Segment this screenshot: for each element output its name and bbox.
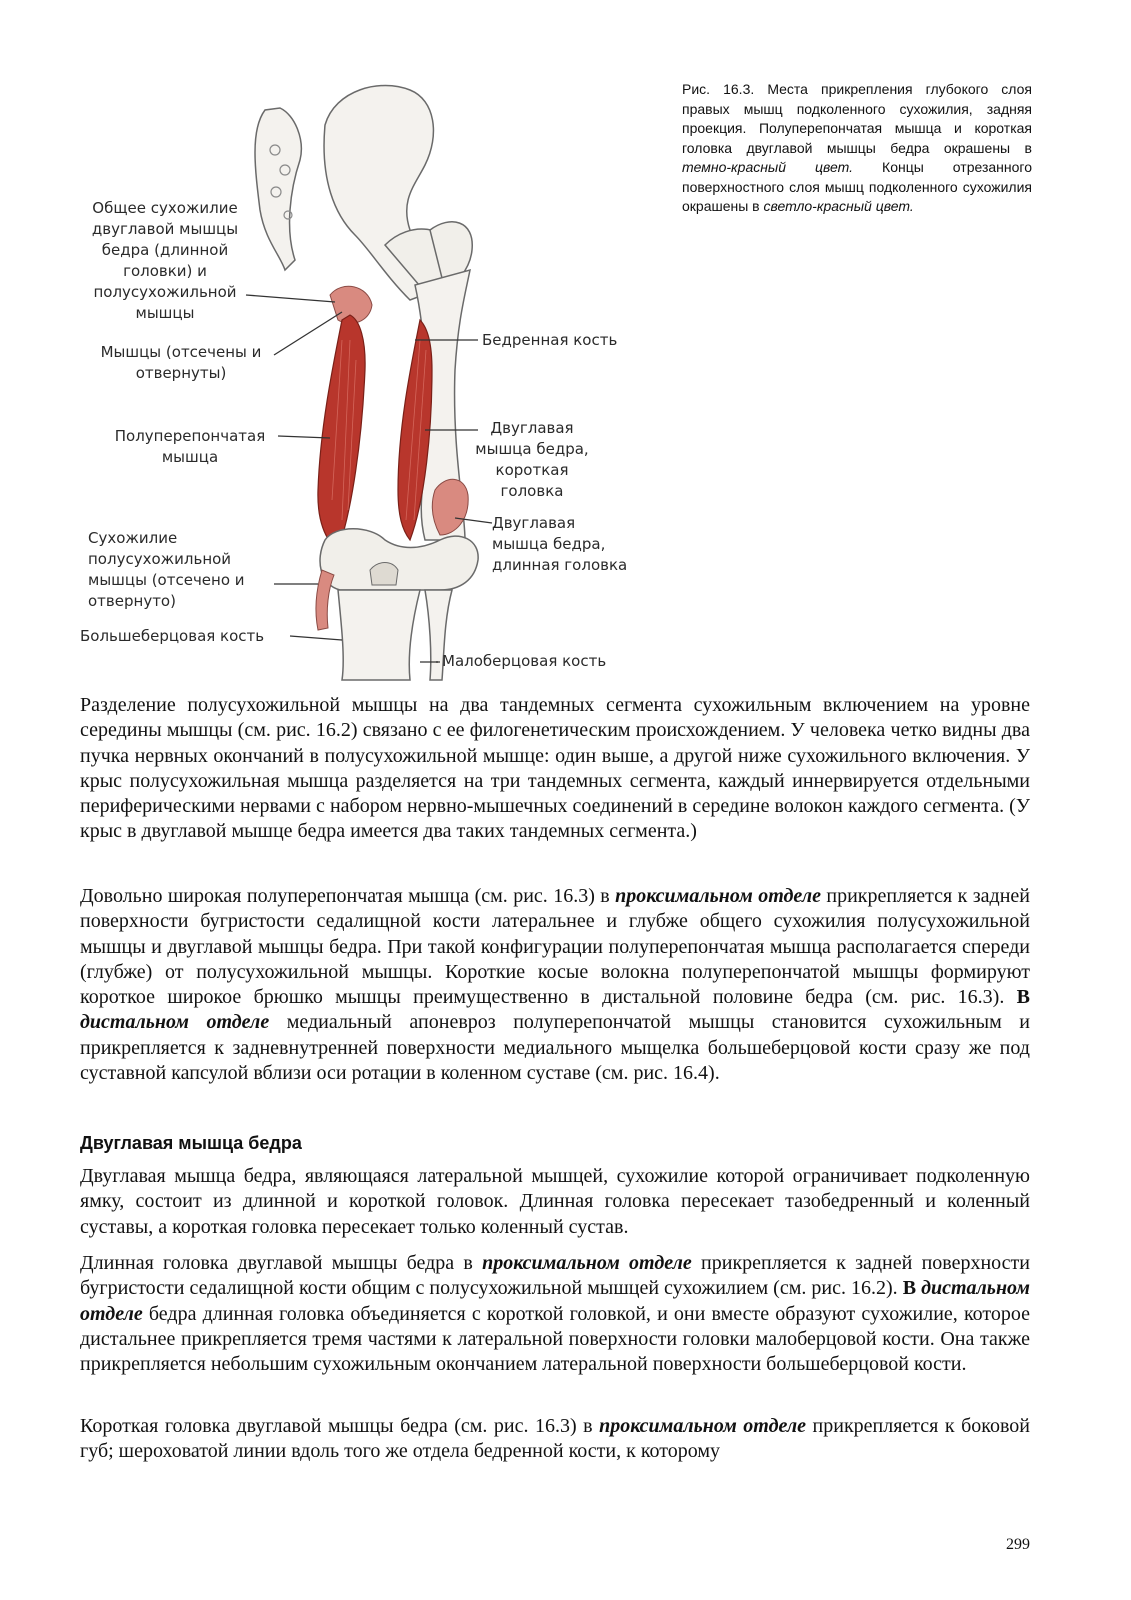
- label-muscles-cut: Мышцы (отсечены и отвернуты): [100, 343, 262, 382]
- paragraph-2: Довольно широкая полуперепончатая мышца (см. рис. 16.3) в проксимальном отделе прикрепляется к задней поверхности бугристости седалищной кости латеральнее и глубже общего сухожилия полусухожильной мышцы и двуглавой мышцы бедра. При такой конфигурации полуперепончатая мышца располагается спереди (глубже) от полусухожильной мышцы. Короткие косые волокна полуперепончатой мышцы формируют короткое широкое брюшко мышцы преимущественно в дистальной половине бедра (см. рис. 16.3). В дистальном отделе медиальный апоневроз полуперепончатой мышцы становится сухожильным и прикрепляется к задневнутренней поверхности медиального мыщелка большеберцовой кости сразу же под суставной капсулой вблизи оси ротации в коленном суставе (см. рис. 16.4).: [80, 885, 1031, 1085]
- section-heading: Двуглавая мышца бедра: [80, 1133, 302, 1153]
- figure-caption: Рис. 16.3. Места прикрепления глубокого слоя правых мышц подколенного сухожилия, задняя проекция. Полуперепончатая мышца и короткая головка двуглавой мышцы бедра окрашены в темно-красный цвет. Концы отрезанного поверхностного слоя мышц подколенного сухожилия окрашены в светло-красный цвет.: [682, 81, 1032, 214]
- page-number: 299: [1006, 1536, 1030, 1553]
- label-fibula: Малоберцовая кость: [442, 652, 607, 670]
- term-proximal: проксимальном отделе: [599, 1415, 807, 1437]
- label-biceps-short: Двуглавая мышца бедра, короткая головка: [475, 419, 589, 500]
- sacrum-shape: [255, 108, 301, 270]
- term-proximal: проксимальном отделе: [482, 1252, 692, 1274]
- knee-joint: [320, 529, 478, 590]
- caption-italic-light-red: светло-красный цвет.: [763, 198, 914, 214]
- paragraph-4: Длинная головка двуглавой мышцы бедра в проксимальном отделе прикрепляется к задней поверхности бугристости седалищной кости общим с полусухожильной мышцей сухожилием (см. рис. 16.2). В дистальном отделе бедра длинная головка объединяется с короткой головкой, и они вместе образуют сухожилие, которое дистальнее прикрепляется тремя частями к латеральной поверхности головки малоберцовой кости. Она также прикрепляется небольшим сухожильным окончанием латеральной поверхности большеберцовой кости.: [80, 1252, 1030, 1376]
- knee-notch: [370, 563, 398, 586]
- label-tibia: Большеберцовая кость: [80, 627, 265, 645]
- term-distal: дистальном отделе: [80, 1011, 270, 1034]
- tibia-shape: [338, 590, 420, 680]
- paragraph-1: Разделение полусухожильной мышцы на два тандемных сегмента сухожильным включением на уровне середины мышцы (см. рис. 16.2) связано с ее филогенетическим происхождением. У человека четко видны два пучка нервных окончаний в полусухожильной мышце: один выше, а другой ниже сухожильного включения. У крыс полусухожильная мышца разделяется на три тандемных сегмента, каждый иннервируется отдельными периферическими нервами с набором нервно-мышечных соединений в середине волокон каждого сегмента. (У крыс в двуглавой мышце бедра имеется два таких тандемных сегмента.): [80, 694, 1030, 843]
- label-biceps-long: Двуглавая мышца бедра, длинная головка: [492, 514, 628, 574]
- paragraph-3: Двуглавая мышца бедра, являющаяся латеральной мышцей, сухожилие которой ограничивает подколенную ямку, состоит из длинной и короткой головок. Длинная головка пересекает тазобедренный и коленный суставы, а короткая головка пересекает только коленный сустав.: [80, 1165, 1030, 1238]
- term-proximal: проксимальном отделе: [615, 885, 821, 907]
- st-tendon-stump: [316, 570, 334, 630]
- label-common-tendon: Общее сухожилие двуглавой мышцы бедра (длинной головки) и полусухожильной мышцы: [91, 199, 239, 322]
- paragraph-5: Короткая головка двуглавой мышцы бедра (см. рис. 16.3) в проксимальном отделе прикрепляется к боковой губ; шероховатой линии вдоль того же отдела бедренной кости, к которому: [80, 1415, 1030, 1463]
- caption-italic-dark-red: темно-красный цвет.: [682, 159, 854, 175]
- label-st-tendon: Сухожилие полусухожильной мышцы (отсечено и отвернуто): [88, 529, 245, 610]
- anatomy-figure: [80, 70, 660, 690]
- label-semimembranosus: Полуперепончатая мышца: [114, 427, 266, 466]
- label-femur: Бедренная кость: [482, 331, 618, 349]
- term-distal: дистальном отделе: [80, 1277, 1030, 1325]
